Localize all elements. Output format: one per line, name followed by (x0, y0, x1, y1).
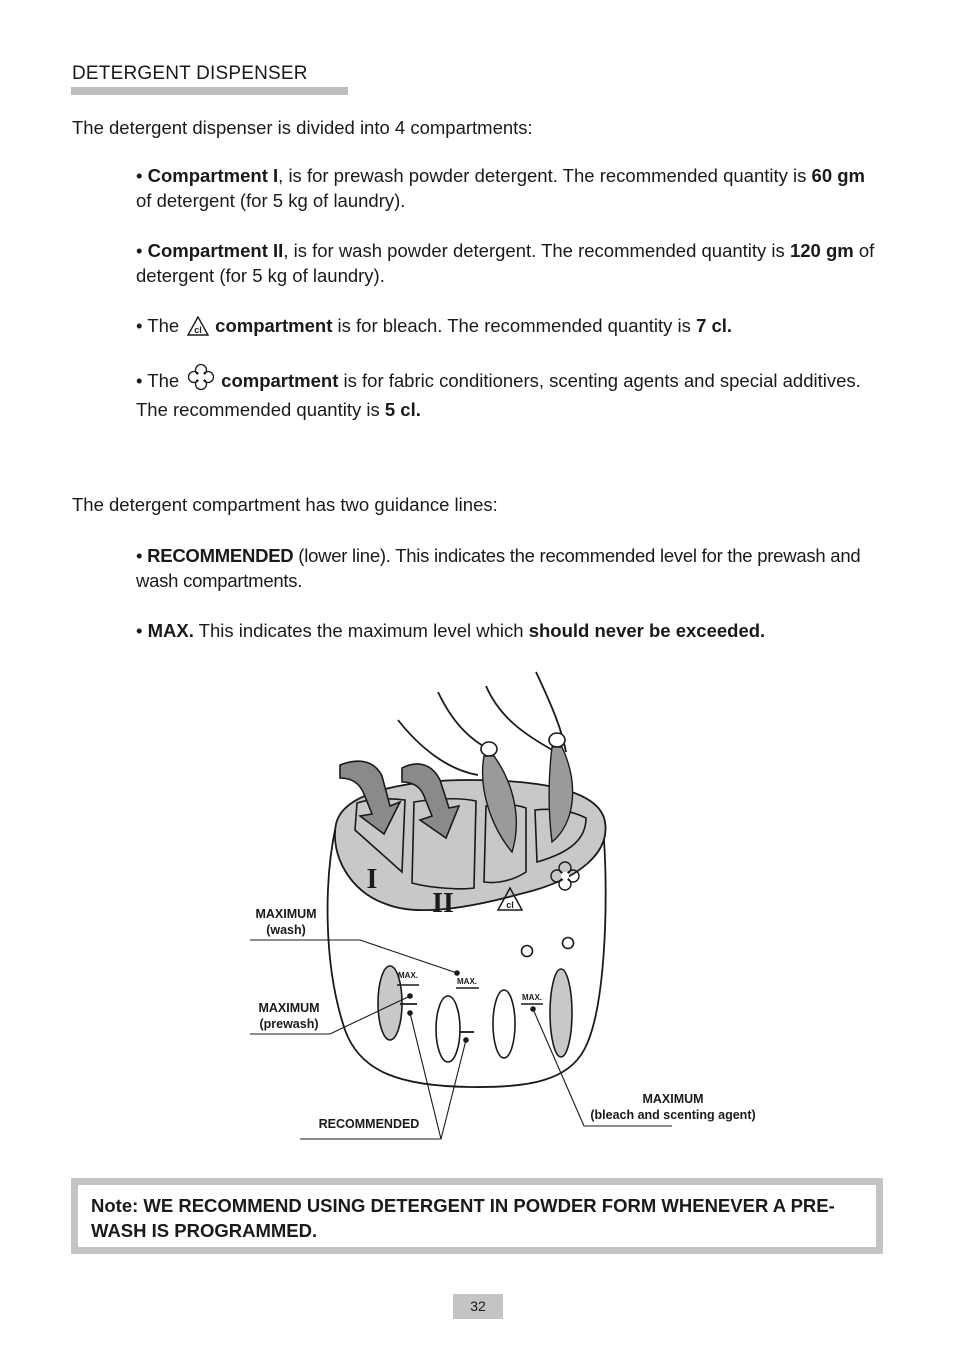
compartment-1-name: Compartment I (147, 165, 279, 186)
bottle-nozzle-2 (549, 733, 565, 747)
guidance-max-bullet: • MAX. This indicates the maximum level which should never be exceeded. (136, 620, 766, 641)
intro-paragraph: The detergent dispenser is divided into 4 compartments: (72, 117, 533, 138)
softener-compartment-name: compartment (221, 370, 339, 391)
guidance-max-name: MAX. (147, 620, 194, 641)
guidance-recommended-bullet: • RECOMMENDED (lower line). This indicates the recommended level for the prewash and wash compartments. (136, 545, 861, 591)
level-window-bleach (493, 990, 515, 1058)
softener-bullet: • The compartment is for fabric conditioners, scenting agents and special additives. The recommended quantity is 5 cl. (136, 363, 884, 422)
bottle-nozzle-1 (481, 742, 497, 756)
level-window-softener (550, 969, 572, 1057)
compartment-ii-label: II (432, 888, 454, 919)
section-heading: DETERGENT DISPENSER (72, 63, 308, 84)
label-max-wash-line1: MAXIMUM (255, 907, 317, 921)
label-max-prewash-line2: (prewash) (259, 1017, 319, 1031)
compartment-i-label: I (366, 864, 378, 895)
max-mark-wash: MAX. (457, 977, 477, 986)
bleach-qty: 7 cl. (696, 315, 733, 336)
compartment-2-qty: 120 gm (789, 240, 854, 261)
max-mark-prewash: MAX. (398, 971, 418, 980)
compartment-1-bullet: • Compartment I, is for prewash powder detergent. The recommended quantity is 60 gm of detergent (for 5 kg of laundry). (136, 165, 865, 211)
hand-right-outline (486, 686, 556, 752)
indicator-light-1 (522, 946, 533, 957)
label-max-bleach-line2: (bleach and scenting agent) (590, 1108, 756, 1122)
panel-bleach-icon-text: cl (506, 900, 514, 910)
label-max-wash-line2: (wash) (266, 923, 306, 937)
label-max-bleach-line1: MAXIMUM (642, 1092, 704, 1106)
max-mark-bleach: MAX. (522, 993, 542, 1002)
guidance-recommended-name: RECOMMENDED (147, 545, 294, 566)
note-box (71, 1178, 883, 1254)
hand-left-outline-2 (438, 692, 490, 750)
compartment-1-qty: 60 gm (811, 165, 865, 186)
bleach-icon-text: cl (194, 325, 202, 335)
label-max-prewash-line1: MAXIMUM (258, 1001, 320, 1015)
level-window-wash (436, 996, 460, 1062)
label-recommended: RECOMMENDED (318, 1117, 420, 1131)
bleach-bullet: • The cl compartment is for bleach. The recommended quantity is 7 cl. (136, 313, 884, 342)
page-number: 32 (453, 1294, 503, 1319)
compartment-2-name: Compartment II (147, 240, 284, 261)
compartment-2-bullet: • Compartment II, is for wash powder detergent. The recommended quantity is 120 gm of detergent (for 5 kg of laundry). (136, 240, 875, 286)
guidance-max-emph: should never be exceeded. (528, 620, 766, 641)
guidance-intro: The detergent compartment has two guidance lines: (72, 494, 498, 515)
indicator-light-2 (563, 938, 574, 949)
softener-qty: 5 cl. (384, 399, 421, 420)
note-text: Note: WE RECOMMEND USING DETERGENT IN POWDER FORM WHENEVER A PRE-WASH IS PROGRAMMED. (91, 1195, 835, 1241)
bleach-compartment-name: compartment (215, 315, 333, 336)
